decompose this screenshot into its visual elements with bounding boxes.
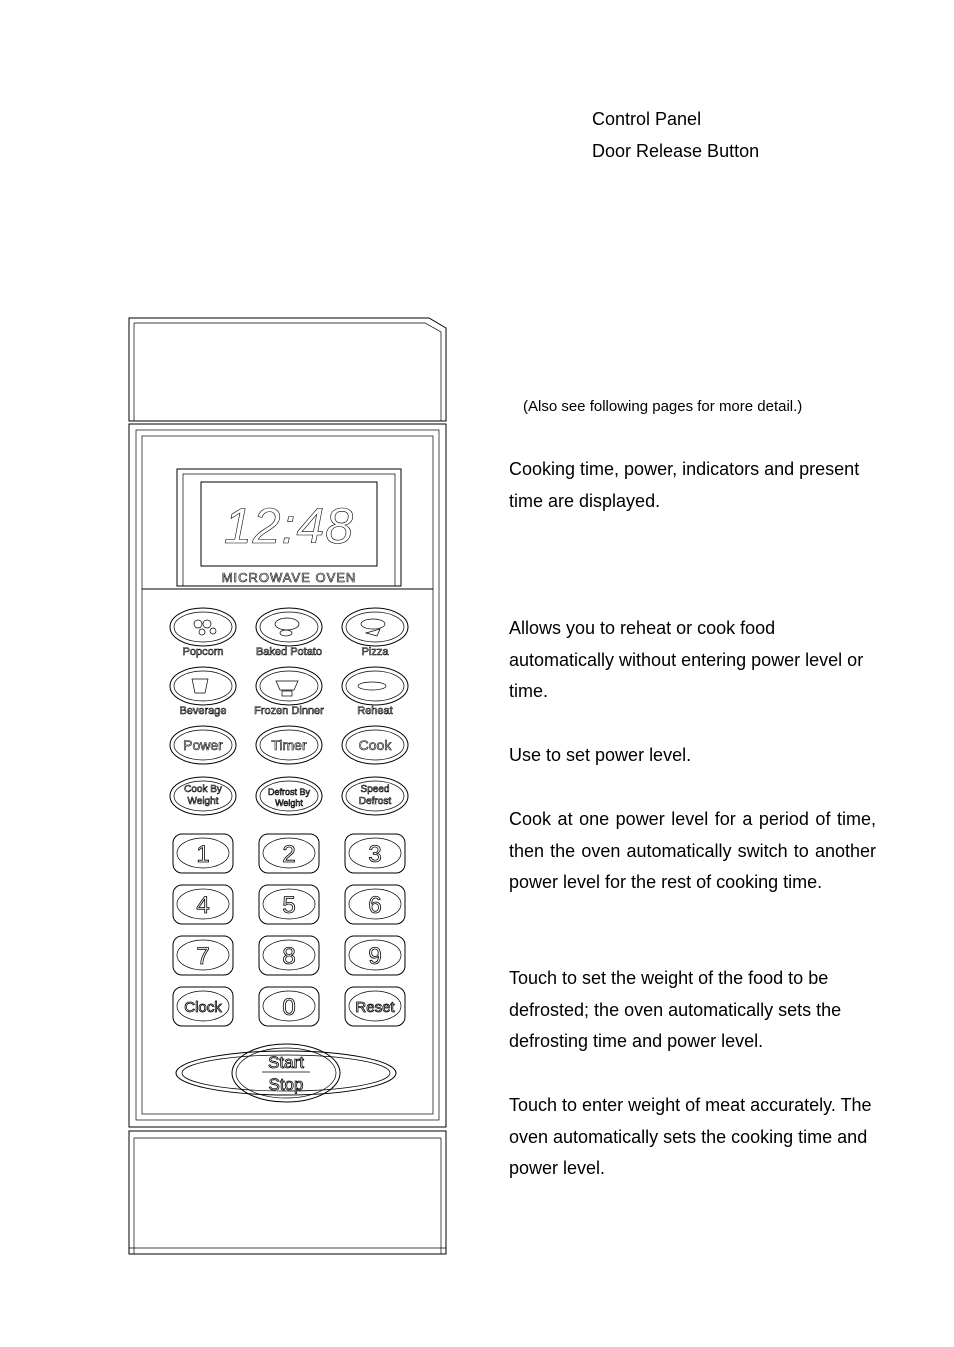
defrost-by-weight-label-line2: Weight [275,798,303,808]
door-release-section[interactable] [129,1131,446,1254]
display-description: Cooking time, power, indicators and present time are displayed. [509,459,860,511]
digit-7-label: 7 [196,943,210,970]
digit-7-button[interactable] [173,936,233,975]
display-window [177,469,401,586]
timer-button[interactable] [256,726,322,764]
start-stop-button[interactable] [176,1044,396,1102]
baked-potato-label: Baked Potato [255,646,323,658]
cook-label: Cook [358,737,392,753]
reset-label: Reset [355,999,395,1016]
digit-3-label: 3 [368,841,382,868]
cook-by-weight-button[interactable] [170,777,236,815]
digit-6-label: 6 [368,892,382,919]
reheat-label: Reheat [357,705,393,717]
auto-cook-frozen-dinner-button[interactable] [254,667,324,717]
cook-by-weight-label-line1: Cook By [184,784,222,795]
digit-6-button[interactable] [345,885,405,924]
cook-button[interactable] [342,726,408,764]
digit-5-label: 5 [282,892,296,919]
auto-cook-description: Allows you to reheat or cook food automatically without entering power level or time. [509,618,864,702]
reset-button[interactable] [345,987,405,1026]
speed-defrost-label-line1: Speed [360,784,390,795]
start-label: Start [268,1053,304,1072]
clock-button[interactable] [173,987,233,1026]
also-see-note: (Also see following pages for more detail.) [523,398,803,415]
digit-1-button[interactable] [173,834,233,873]
power-description: Use to set power level. [509,745,692,765]
auto-cook-baked-potato-button[interactable] [256,608,322,658]
auto-cook-beverage-button[interactable] [170,667,236,717]
auto-cook-pizza-button[interactable] [342,608,408,658]
speed-defrost-button[interactable] [342,777,408,815]
defrost-by-weight-label-line1: Defrost By [267,787,311,797]
digit-3-button[interactable] [345,834,405,873]
power-label: Power [183,737,223,753]
digit-2-button[interactable] [259,834,319,873]
stop-label: Stop [268,1075,304,1094]
auto-cook-reheat-button[interactable] [342,667,408,717]
beverage-label: Beverage [179,705,227,717]
digit-4-button[interactable] [173,885,233,924]
frozen-dinner-label: Frozen Dinner [254,705,324,717]
panel-top-section [129,318,446,421]
digit-4-label: 4 [196,892,210,919]
digit-0-label: 0 [282,994,296,1021]
control-panel-label: Control Panel [592,109,702,129]
digit-5-button[interactable] [259,885,319,924]
cook-by-weight-label-line2: Weight [187,796,219,807]
cook-by-weight-description: Touch to enter weight of meat accurately. The oven automatically sets the cooking time and power level. [509,1095,872,1179]
defrost-description: Touch to set the weight of the food to be defrosted; the oven automatically sets the defrosting time and power level. [509,968,842,1052]
speed-defrost-label-line2: Defrost [358,796,392,807]
digit-9-label: 9 [368,943,382,970]
timer-label: Timer [271,737,307,753]
auto-cook-popcorn-button[interactable] [170,608,236,658]
digit-9-button[interactable] [345,936,405,975]
power-button[interactable] [170,726,236,764]
digit-1-label: 1 [196,841,210,868]
pizza-label: Pizza [361,646,389,658]
display-brand: MICROWAVE OVEN [221,570,357,585]
popcorn-label: Popcorn [182,646,224,658]
defrost-by-weight-button[interactable] [256,777,322,815]
cook-description: Cook at one power level for a period of time, then the oven automatically switch to another power level for the rest of cooking time. [509,809,876,893]
digit-8-button[interactable] [259,936,319,975]
door-release-button-label: Door Release Button [592,141,760,161]
clock-label: Clock [184,999,222,1016]
digit-2-label: 2 [282,841,296,868]
digit-8-label: 8 [282,943,296,970]
display-time: 12:48 [223,498,355,554]
digit-0-button[interactable] [259,987,319,1026]
